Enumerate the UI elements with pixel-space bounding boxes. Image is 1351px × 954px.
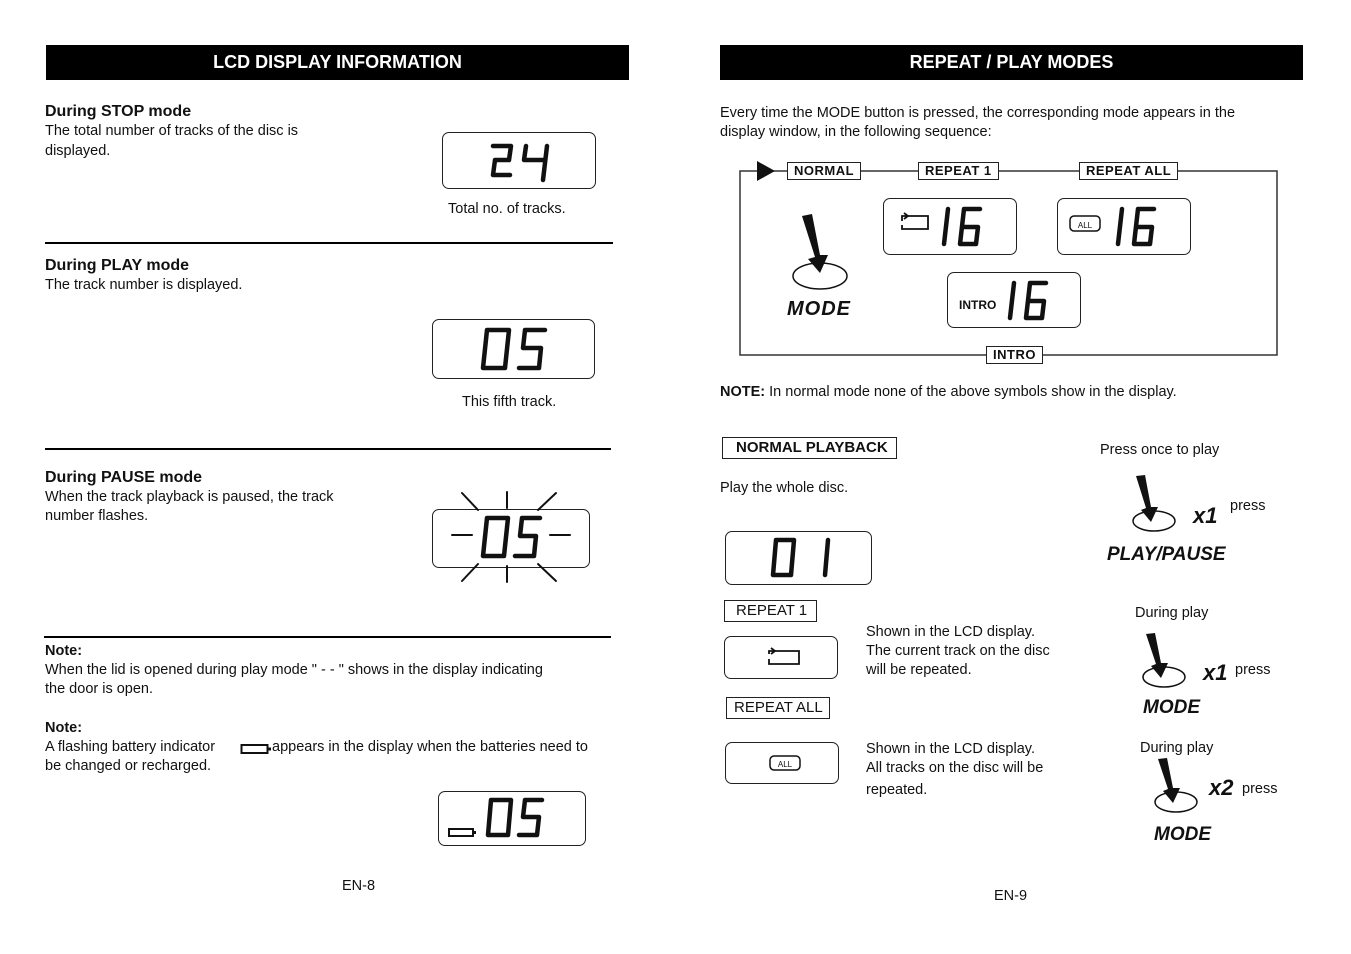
tag-repeat-all: REPEAT ALL <box>1079 162 1178 180</box>
lcd-intro-digits <box>948 273 1080 327</box>
normal-playback-box: NORMAL PLAYBACK <box>722 437 897 459</box>
lcd-repeat-all-small <box>725 742 839 784</box>
note2-line1b: appears in the display when the batteries need to <box>272 739 588 755</box>
note2-label: Note: <box>45 720 83 736</box>
tag-repeat-1: REPEAT 1 <box>918 162 999 180</box>
lcd-display-battery <box>438 791 586 846</box>
note-text: In normal mode none of the above symbols show in the display. <box>769 384 1177 400</box>
pause-mode-title: During PAUSE mode <box>45 469 203 486</box>
lcd-digits-05 <box>433 320 594 378</box>
divider <box>44 636 611 638</box>
repeat1-box: REPEAT 1 <box>724 600 817 622</box>
repeat-all-box: REPEAT ALL <box>726 697 830 719</box>
stop-caption: Total no. of tracks. <box>448 201 566 217</box>
repeat-all-press-label: press <box>1242 781 1278 797</box>
lcd-repeat1 <box>883 198 1017 255</box>
repeat-all-line2: All tracks on the disc will be <box>866 760 1044 776</box>
repeat-all-line3: repeated. <box>866 782 928 798</box>
flashing-digits-05 <box>440 488 590 584</box>
lcd-intro <box>947 272 1081 328</box>
intro-icon-label: INTRO <box>959 298 997 312</box>
repeat1-press-label: press <box>1235 662 1271 678</box>
stop-mode-line2: displayed. <box>45 143 111 159</box>
normal-playback-text: Play the whole disc. <box>720 480 849 496</box>
normal-multiplier: x1 <box>1193 503 1218 528</box>
diagram-mode-label: MODE <box>787 298 851 320</box>
lcd-display-header: LCD DISPLAY INFORMATION <box>46 45 629 80</box>
repeat-all-mode-button-icon <box>1152 757 1202 817</box>
note1-line2: the door is open. <box>45 681 154 697</box>
lcd-normal <box>725 531 872 585</box>
repeat1-during-play: During play <box>1135 605 1209 621</box>
play-mode-text: The track number is displayed. <box>45 277 243 293</box>
divider <box>45 448 611 450</box>
note-label: NOTE: <box>720 384 766 400</box>
tag-intro: INTRO <box>986 346 1043 364</box>
repeat1-line3: will be repeated. <box>866 662 972 678</box>
repeat-all-line1: Shown in the LCD display. <box>866 741 1035 757</box>
play-pause-button-icon <box>1130 474 1180 536</box>
intro-line2: display window, in the following sequence: <box>720 124 992 140</box>
play-mode-title: During PLAY mode <box>45 257 190 274</box>
stop-mode-title: During STOP mode <box>45 103 192 120</box>
lcd-digits-24 <box>443 133 595 188</box>
press-once-text: Press once to play <box>1100 442 1220 458</box>
play-caption: This fifth track. <box>462 394 557 410</box>
lcd-display-play <box>432 319 595 379</box>
mode-note <box>720 383 1177 402</box>
sequence-arrow-icon <box>757 161 775 181</box>
repeat-all-multiplier: x2 <box>1209 775 1234 800</box>
repeat1-multiplier: x1 <box>1203 660 1228 685</box>
note2-line2: be changed or recharged. <box>45 758 212 774</box>
lcd-repeat-all <box>1057 198 1191 255</box>
pause-mode-line1: When the track playback is paused, the track <box>45 489 334 505</box>
divider <box>45 242 613 244</box>
normal-press-label: press <box>1230 498 1266 514</box>
lcd-display-stop <box>442 132 596 189</box>
repeat1-mode-button-icon <box>1140 632 1190 692</box>
repeat-all-icon-label: ALL <box>777 760 793 769</box>
tag-normal: NORMAL <box>787 162 861 180</box>
note1-label: Note: <box>45 643 83 659</box>
repeat1-line2: The current track on the disc <box>866 643 1050 659</box>
repeat-all-icon <box>726 743 838 783</box>
repeat1-line1: Shown in the LCD display. <box>866 624 1035 640</box>
stop-mode-line1: The total number of tracks of the disc is <box>45 123 299 139</box>
intro-line1: Every time the MODE button is pressed, the corresponding mode appears in the <box>720 105 1236 121</box>
lcd-repeat-all-digits <box>1058 199 1190 254</box>
page-number-left: EN-8 <box>342 878 376 894</box>
mode-button-icon <box>788 213 854 293</box>
repeat-all-during-play: During play <box>1140 740 1214 756</box>
play-pause-label: PLAY/PAUSE <box>1107 544 1226 565</box>
lcd-digits-01 <box>726 532 871 584</box>
lcd-repeat1-digits <box>884 199 1016 254</box>
note2-line1a: A flashing battery indicator <box>45 739 216 755</box>
repeat1-mode-label: MODE <box>1143 697 1200 718</box>
note1-line1: When the lid is opened during play mode " - - " shows in the display indicating <box>45 662 543 678</box>
battery-icon <box>240 743 272 755</box>
all-icon-label: ALL <box>1077 221 1093 230</box>
lcd-digits-battery-05 <box>439 792 585 845</box>
lcd-repeat1-small <box>724 636 838 679</box>
repeat1-icon <box>725 637 837 678</box>
page-number-right: EN-9 <box>994 888 1028 904</box>
repeat-all-mode-label: MODE <box>1154 824 1211 845</box>
pause-mode-line2: number flashes. <box>45 508 149 524</box>
repeat-play-modes-header: REPEAT / PLAY MODES <box>720 45 1303 80</box>
